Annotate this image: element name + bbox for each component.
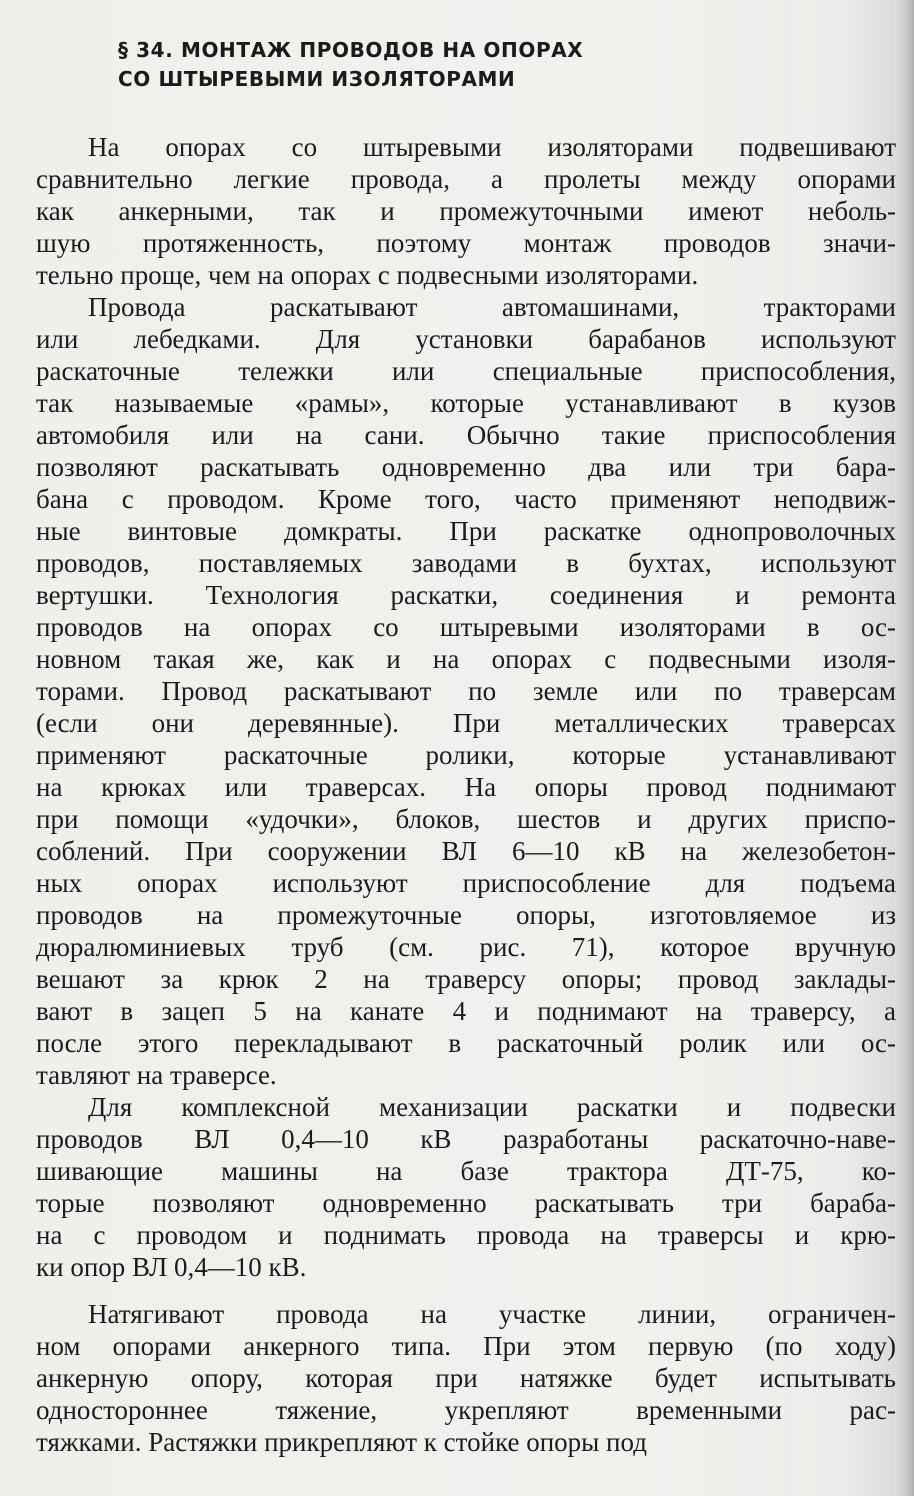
text-line: шивающие машины на базе трактора ДТ-75, ко- [36, 1156, 896, 1186]
text-line: Натягивают провода на участке линии, ограничен- [88, 1299, 896, 1329]
text-line: тельно проще, чем на опорах с подвесными изоляторами. [36, 260, 699, 290]
heading-line-1: § 34. МОНТАЖ ПРОВОДОВ НА ОПОРАХ [118, 38, 584, 62]
text-line: позволяют раскатывать одновременно два или три бара- [36, 452, 896, 482]
paragraph [36, 291, 896, 1091]
paragraph [36, 131, 896, 291]
page-edge-shadow [896, 0, 914, 1496]
heading-line-2: СО ШТЫРЕВЫМИ ИЗОЛЯТОРАМИ [118, 67, 516, 91]
text-line: бана с проводом. Кроме того, часто применяют неподвиж- [36, 484, 896, 514]
text-line: Для комплексной механизации раскатки и подвески [88, 1092, 896, 1122]
paragraph [36, 1091, 896, 1283]
text-line: проводов на промежуточные опоры, изготовляемое из [36, 900, 896, 930]
text-line: анкерную опору, которая при натяжке будет испытывать [36, 1363, 896, 1393]
text-line: на с проводом и поднимать провода на траверсы и крю- [36, 1220, 896, 1250]
text-line: вают в зацеп 5 на канате 4 и поднимают на траверсу, а [36, 996, 896, 1026]
text-line: ки опор ВЛ 0,4—10 кВ. [36, 1252, 307, 1282]
text-line: Провода раскатывают автомашинами, тракторами [88, 292, 896, 322]
text-line: раскаточные тележки или специальные приспособления, [36, 356, 896, 386]
text-line: после этого перекладывают в раскаточный ролик или ос- [36, 1028, 896, 1058]
text-line: торые позволяют одновременно раскатывать три бараба- [36, 1188, 896, 1218]
body-text [36, 131, 896, 1458]
text-line: ном опорами анкерного типа. При этом первую (по ходу) [36, 1331, 896, 1361]
text-line: вертушки. Технология раскатки, соединения и ремонта [36, 580, 896, 610]
text-line: одностороннее тяжение, укрепляют временными рас- [36, 1395, 896, 1425]
text-line: автомобиля или на сани. Обычно такие приспособления [36, 420, 896, 450]
text-line: так называемые «рамы», которые устанавливают в кузов [36, 388, 896, 418]
text-line: вешают за крюк 2 на траверсу опоры; провод заклады- [36, 964, 896, 994]
text-line: тяжками. Растяжки прикрепляют к стойке опоры под [36, 1427, 647, 1457]
text-line: как анкерными, так и промежуточными имеют неболь- [36, 196, 896, 226]
text-line: шую протяженность, поэтому монтаж проводов значи- [36, 228, 896, 258]
text-line: проводов ВЛ 0,4—10 кВ разработаны раскаточно-наве- [36, 1124, 896, 1154]
text-line: тавляют на траверсе. [36, 1060, 277, 1090]
text-line: дюралюминиевых труб (см. рис. 71), которое вручную [36, 932, 896, 962]
text-line: на крюках или траверсах. На опоры провод поднимают [36, 772, 896, 802]
text-line: или лебедками. Для установки барабанов используют [36, 324, 896, 354]
text-line: На опорах со штыревыми изоляторами подвешивают [88, 132, 896, 162]
text-line: ные винтовые домкраты. При раскатке однопроволочных [36, 516, 896, 546]
paragraph-gap [36, 1283, 896, 1298]
text-line: ных опорах используют приспособление для подъема [36, 868, 896, 898]
text-line: (если они деревянные). При металлических траверсах [36, 708, 896, 738]
text-line: торами. Провод раскатывают по земле или по траверсам [36, 676, 896, 706]
text-line: сравнительно легкие провода, а пролеты между опорами [36, 164, 896, 194]
text-line: соблений. При сооружении ВЛ 6—10 кВ на железобетон- [36, 836, 896, 866]
text-line: проводов на опорах со штыревыми изоляторами в ос- [36, 612, 896, 642]
text-line: применяют раскаточные ролики, которые устанавливают [36, 740, 896, 770]
section-heading [118, 36, 818, 94]
text-line: проводов, поставляемых заводами в бухтах, используют [36, 548, 896, 578]
paragraph [36, 1298, 896, 1458]
text-line: при помощи «удочки», блоков, шестов и других приспо- [36, 804, 896, 834]
text-line: новном такая же, как и на опорах с подвесными изоля- [36, 644, 896, 674]
